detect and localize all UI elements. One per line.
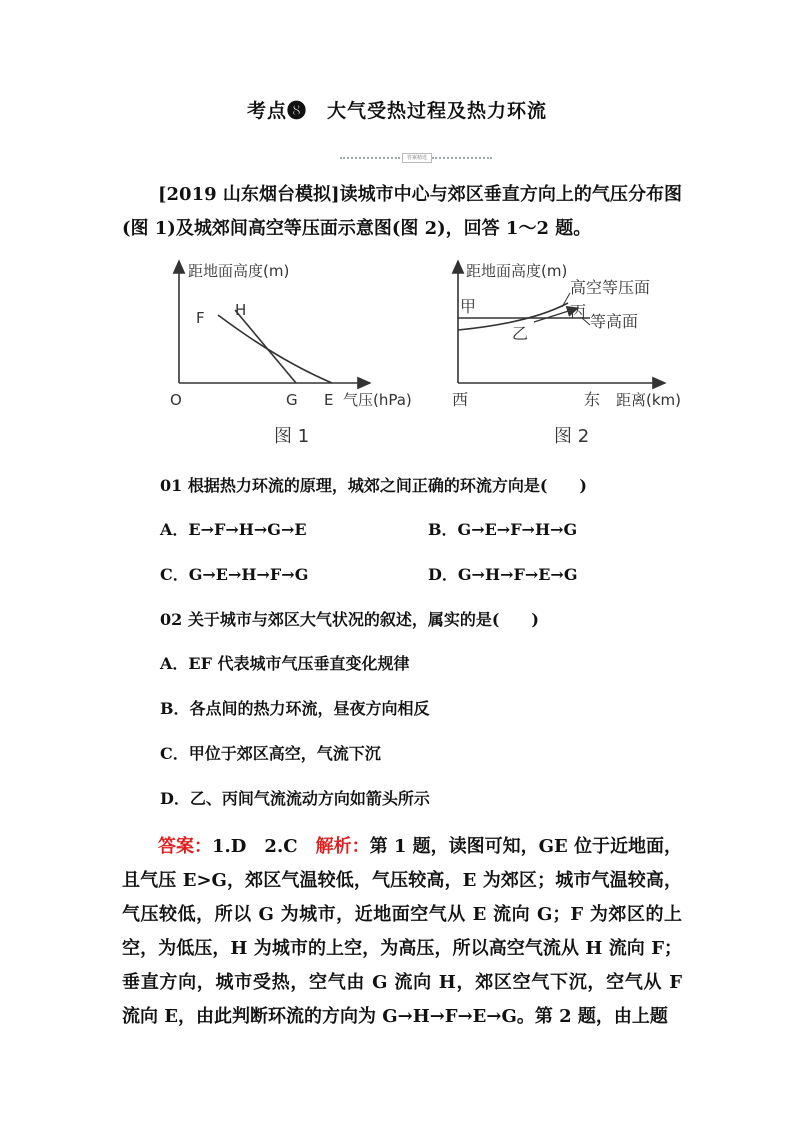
question-1-stem: 01 根据热力环流的原理，城郊之间正确的环流方向是( ) [160,476,587,495]
fig2-point-jia: 甲 [460,297,477,316]
fig2-point-yi: 乙 [512,324,529,343]
fig2-west-label: 西 [452,390,469,409]
question-1-option-b[interactable]: B．G→E→F→H→G [428,520,578,539]
fig1-x-label: 气压(hPa) [343,391,412,409]
fig2-point-bing: 丙 [570,302,587,321]
question-2-stem: 02 关于城市与郊区大气状况的叙述，属实的是( ) [160,610,539,629]
fig2-y-label: 距地面高度(m) [466,262,568,280]
fig1-y-label: 距地面高度(m) [188,262,290,280]
fig1-point-e: E [324,391,334,409]
answer-values: 1.D 2.C [212,836,298,857]
fig1-point-h: H [235,301,247,319]
question-1-option-d[interactable]: D．G→H→F→E→G [428,565,578,584]
intro-source: [2019 山东烟台模拟] [158,184,340,205]
question-2-option-a[interactable]: A．EF 代表城市气压垂直变化规律 [160,654,410,673]
fig1-caption: 图 1 [274,426,310,447]
question-1-option-a[interactable]: A．E→F→H→G→E [160,520,307,539]
question-2-option-b[interactable]: B．各点间的热力环流，昼夜方向相反 [160,699,430,718]
answer-label: 答案： [158,836,213,857]
fig2-contour-label: 等高面 [590,312,639,331]
title-divider [340,153,492,163]
figure-1 [160,255,430,455]
divider-line-right [432,157,492,159]
divider-label: 答案精选 [402,153,432,163]
section-title: 考点❽ 大气受热过程及热力环流 [246,100,547,122]
fig2-east-label: 东 [584,390,601,409]
analysis-label: 解析： [315,836,370,857]
question-1-option-c[interactable]: C．G→E→H→F→G [160,565,309,584]
fig1-line-hg [235,310,296,383]
figure-2 [440,255,700,455]
fig1-point-f: F [196,309,205,327]
fig1-origin: O [170,391,182,409]
fig2-isobar-label: 高空等压面 [570,278,651,297]
question-2-option-d[interactable]: D．乙、丙间气流流动方向如箭头所示 [160,789,430,808]
fig2-caption: 图 2 [554,426,590,447]
intro-text: 读城市中心与郊区垂直方向上的气压分布图(图 1)及城郊间高空等压面示意图(图 2)，回答 1～2 题。 [122,184,682,239]
divider-line-left [340,157,400,159]
fig1-curve-fe [218,315,332,383]
fig2-x-label: 距离(km) [616,391,682,409]
analysis-text: 第 1 题，读图可知，GE 位于近地面，且气压 E>G，郊区气温较低，气压较高，E 为郊区；城市气温较高，气压较低，所以 G 为城市，近地面空气从 E 流向 G；F 为郊区的上空，为低压，H 为城市的上空，为高压，所以高空气流从 H 流向 F；垂直方向，城市受热，空气由 G 流向 H，郊区空气下沉，空气从 F 流向 E，由此判断环流的方向为 G→H→F→E→G。第 2 题，由上题 [122,836,683,1027]
intro-paragraph [122,178,682,246]
fig1-point-g: G [286,391,298,409]
answer-paragraph [122,830,682,1034]
question-2-option-c[interactable]: C．甲位于郊区高空，气流下沉 [160,744,381,763]
